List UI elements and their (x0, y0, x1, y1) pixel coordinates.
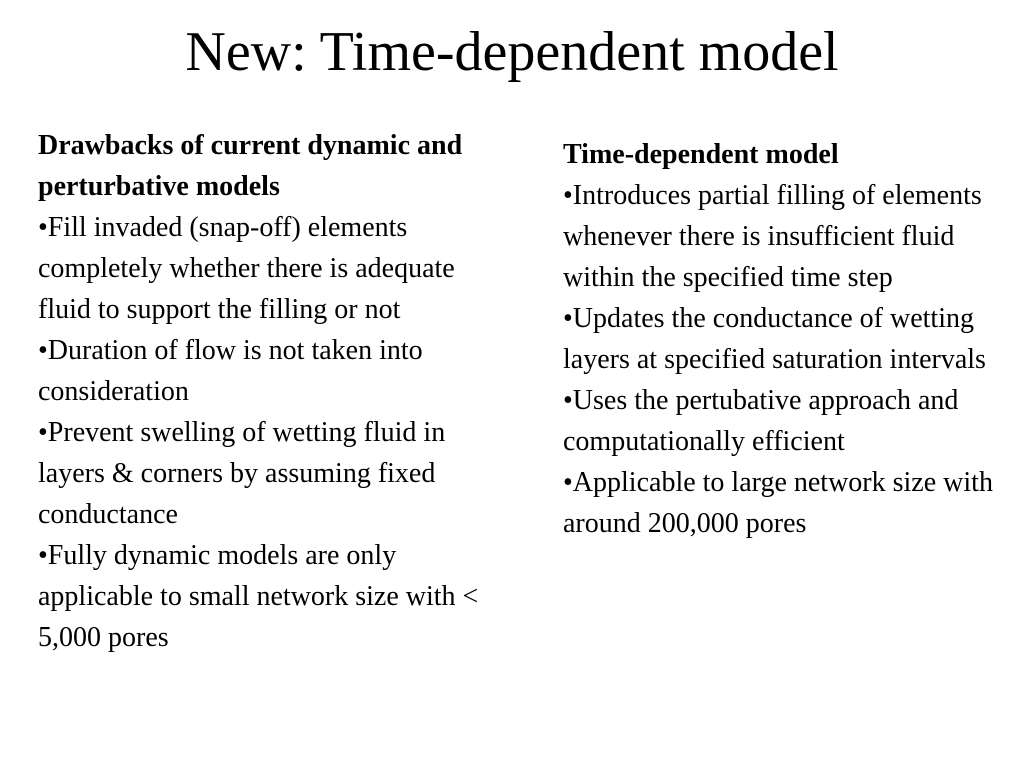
left-bullet-item: •Prevent swelling of wetting fluid in layers & corners by assuming fixed conductance (38, 417, 446, 530)
left-bullet-item: •Duration of flow is not taken into consideration (38, 335, 423, 407)
right-column-heading: Time-dependent model (563, 139, 839, 170)
right-column (563, 134, 1013, 544)
left-column-heading: Drawbacks of current dynamic and perturbative models (38, 130, 463, 202)
slide-title: New: Time-dependent model (185, 21, 839, 83)
right-bullet-list (563, 175, 1013, 544)
left-column (38, 125, 508, 658)
right-bullet-item: •Introduces partial filling of elements whenever there is insufficient fluid within the specified time step (563, 180, 982, 293)
left-bullet-list (38, 207, 508, 658)
right-bullet-item: •Uses the pertubative approach and computationally efficient (563, 385, 959, 457)
left-bullet-item: •Fully dynamic models are only applicable to small network size with < 5,000 pores (38, 540, 479, 653)
left-bullet-item: •Fill invaded (snap-off) elements completely whether there is adequate fluid to support the filling or not (38, 212, 455, 325)
right-bullet-item: •Updates the conductance of wetting layers at specified saturation intervals (563, 303, 986, 375)
right-bullet-item: •Applicable to large network size with around 200,000 pores (563, 467, 993, 539)
